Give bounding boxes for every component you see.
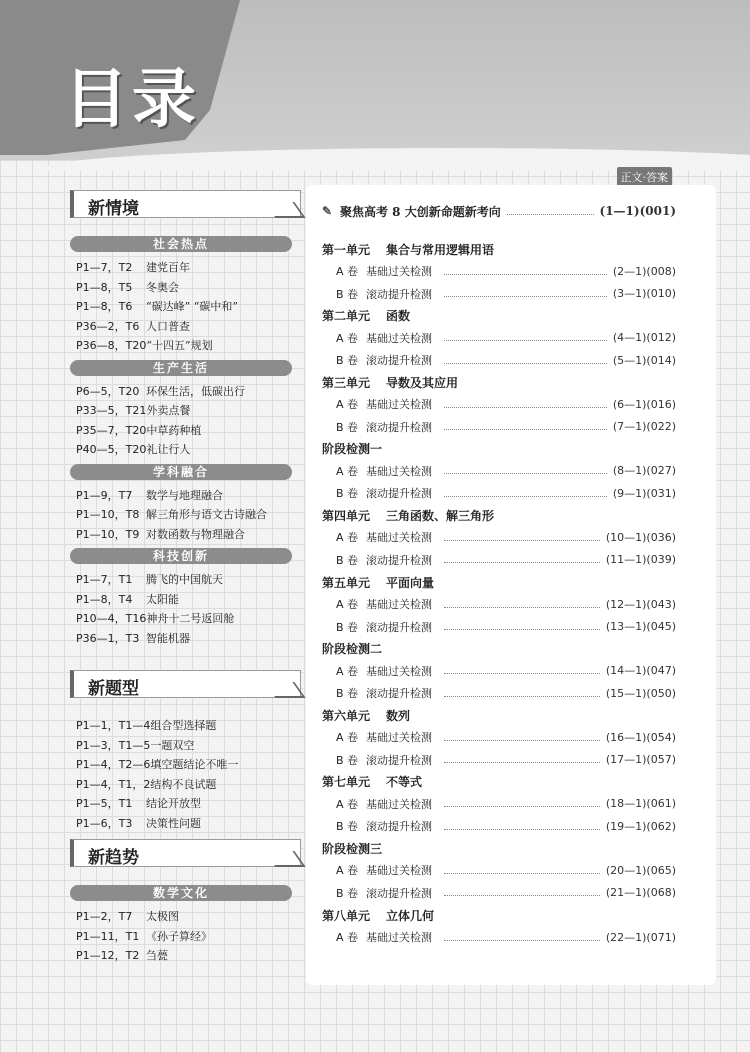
toc-entry[interactable] — [322, 883, 676, 903]
paper-label: A 卷 — [336, 464, 359, 478]
paper-label: A 卷 — [336, 531, 359, 545]
section-header — [70, 670, 300, 698]
page-code: (18—1)(061) — [605, 797, 676, 811]
item-text: 智能机器 — [146, 631, 190, 645]
item-text: 对数函数与物理融合 — [146, 527, 245, 541]
unit-heading[interactable] — [322, 838, 676, 858]
index-item — [70, 814, 300, 834]
paper-name: 基础过关检测 — [366, 664, 432, 678]
item-code: P1—8，T4 — [76, 592, 133, 606]
unit-heading[interactable] — [322, 905, 676, 925]
item-code: P1—9，T7 — [76, 488, 133, 502]
leader-dots — [444, 889, 600, 896]
index-item — [70, 590, 300, 610]
item-text: “碳达峰” “碳中和” — [146, 300, 238, 313]
index-item — [70, 946, 300, 966]
paper-label: A 卷 — [336, 331, 359, 345]
unit-number: 第一单元 — [322, 242, 371, 257]
leader-dots — [444, 823, 600, 830]
item-code: P1—7，T1 — [76, 573, 133, 586]
item-text: 解三角形与语文古诗融合 — [146, 508, 267, 521]
paper-name: 滚动提升检测 — [366, 820, 432, 834]
item-text: 结构不良试题 — [150, 777, 217, 791]
leader-dots — [444, 357, 607, 364]
leader-dots — [444, 490, 607, 497]
toc-entry[interactable] — [322, 727, 676, 747]
page-code: (12—1)(043) — [605, 597, 676, 611]
toc-entry[interactable] — [322, 927, 676, 947]
page-code: (6—1)(016) — [612, 397, 676, 411]
paper-name: 基础过关检测 — [366, 265, 432, 278]
page-code: (22—1)(071) — [605, 930, 676, 944]
index-item — [70, 401, 300, 421]
leader-dots — [444, 690, 600, 697]
unit-heading[interactable] — [322, 639, 676, 659]
item-text: 组合型选择题 — [150, 719, 217, 732]
leader-dots — [444, 423, 607, 430]
unit-title: 不等式 — [386, 775, 423, 790]
paper-name: 滚动提升检测 — [366, 886, 432, 900]
unit-title: 集合与常用逻辑用语 — [386, 242, 495, 257]
unit-number: 阶段检测二 — [322, 642, 383, 657]
item-code: P40—5，T20 — [76, 443, 147, 456]
index-item — [70, 775, 300, 795]
paper-name: 滚动提升检测 — [366, 753, 432, 767]
item-text: 数学与地理融合 — [146, 488, 223, 502]
unit-number: 第七单元 — [322, 775, 371, 790]
paper-label: B 卷 — [336, 687, 359, 701]
category-pill: 生产生活 — [70, 360, 292, 376]
page-code: (4—1)(012) — [612, 331, 676, 345]
unit-heading[interactable] — [322, 772, 676, 792]
unit-heading[interactable] — [322, 705, 676, 725]
toc-entry[interactable] — [322, 527, 676, 547]
unit-heading[interactable] — [322, 306, 676, 326]
page-code: (15—1)(050) — [605, 686, 676, 700]
index-item — [70, 794, 300, 814]
section-header — [70, 839, 300, 867]
paper-label: A 卷 — [336, 797, 359, 811]
unit-title: 立体几何 — [386, 908, 435, 923]
index-item — [70, 927, 300, 947]
item-text: 结论开放型 — [146, 797, 201, 810]
page-code: (3—1)(010) — [612, 287, 676, 300]
item-text: 外卖点餐 — [146, 404, 191, 417]
page-code: (10—1)(036) — [605, 530, 676, 544]
paper-label: B 卷 — [336, 886, 359, 900]
page-code: (19—1)(062) — [605, 819, 676, 833]
toc-entry[interactable] — [322, 750, 676, 770]
item-code: P33—5，T21 — [76, 404, 147, 417]
item-text: 人口普查 — [146, 319, 190, 333]
section-title: 新趋势 — [88, 848, 139, 868]
index-item — [70, 297, 300, 317]
unit-number: 第五单元 — [322, 575, 371, 590]
paper-name: 基础过关检测 — [366, 598, 432, 611]
unit-number: 第八单元 — [322, 908, 371, 923]
index-item — [70, 629, 300, 649]
toc-entry[interactable] — [322, 661, 676, 681]
page-code: (2—1)(008) — [612, 264, 676, 278]
page-code: (21—1)(068) — [605, 886, 676, 900]
index-item — [70, 486, 300, 506]
item-code: P1—7，T2 — [76, 261, 133, 274]
paper-label: B 卷 — [336, 487, 359, 501]
page-code: (7—1)(022) — [612, 420, 676, 434]
unit-heading[interactable] — [322, 572, 676, 592]
index-item — [70, 258, 300, 278]
page-code: (20—1)(065) — [605, 863, 676, 877]
page-code: (1—1)(001) — [599, 204, 676, 218]
index-item — [70, 736, 300, 756]
unit-heading[interactable] — [322, 239, 676, 259]
index-item — [70, 440, 300, 460]
paper-label: B 卷 — [336, 553, 359, 567]
paper-name: 滚动提升检测 — [366, 553, 432, 567]
paper-name: 基础过关检测 — [366, 531, 432, 545]
item-code: P1—1，T1—4 — [76, 719, 151, 732]
item-text: 环保生活，低碳出行 — [146, 384, 245, 398]
toc-entry[interactable] — [322, 394, 676, 414]
paper-label: B 卷 — [336, 287, 359, 301]
unit-number: 第六单元 — [322, 708, 371, 723]
item-code: P1—11，T1 — [76, 929, 140, 943]
page-code: (5—1)(014) — [612, 353, 676, 367]
page-code: (14—1)(047) — [605, 664, 676, 678]
item-code: P1—3，T1—5 — [76, 738, 151, 752]
category-pill: 学科融合 — [70, 464, 292, 480]
feature-title: 聚焦高考 8 大创新命题新考向 — [340, 204, 501, 219]
toc-entry[interactable] — [322, 483, 676, 503]
item-text: 礼让行人 — [146, 443, 191, 456]
paper-name: 基础过关检测 — [366, 731, 432, 745]
page-code: (8—1)(027) — [612, 464, 676, 478]
paper-label: A 卷 — [336, 265, 359, 278]
toc-entry[interactable] — [322, 594, 676, 614]
toc-entry[interactable] — [322, 328, 676, 348]
item-code: P10—4，T16 — [76, 612, 147, 625]
paper-label: A 卷 — [336, 598, 359, 611]
unit-title: 平面向量 — [386, 575, 435, 590]
leader-dots — [444, 734, 600, 741]
item-code: P1—6，T3 — [76, 816, 133, 830]
item-code: P1—8，T6 — [76, 300, 133, 313]
item-code: P36—2，T6 — [76, 319, 140, 333]
leader-dots — [444, 800, 600, 807]
paper-label: A 卷 — [336, 664, 359, 678]
content-answer-tag: 正文·答案 — [617, 167, 673, 187]
index-item — [70, 525, 300, 545]
paper-label: A 卷 — [336, 864, 359, 878]
section-title: 新题型 — [88, 679, 139, 699]
item-text: 建党百年 — [146, 261, 190, 274]
item-code: P1—4，T1，2 — [76, 777, 151, 791]
unit-number: 第三单元 — [322, 375, 371, 390]
leader-dots — [444, 601, 600, 608]
toc-entry[interactable] — [322, 617, 676, 637]
unit-number: 第二单元 — [322, 309, 371, 324]
unit-number: 阶段检测三 — [322, 841, 383, 856]
page-code: (16—1)(054) — [605, 730, 676, 744]
unit-heading[interactable] — [322, 439, 676, 459]
item-text: 填空题结论不唯一 — [150, 758, 239, 771]
page-code: (13—1)(045) — [605, 620, 676, 633]
item-code: P36—1，T3 — [76, 631, 140, 645]
item-text: 太极图 — [146, 910, 179, 923]
item-text: 中草药种植 — [146, 423, 202, 437]
leader-dots — [444, 867, 600, 874]
paper-name: 滚动提升检测 — [366, 620, 432, 634]
paper-name: 滚动提升检测 — [366, 420, 432, 434]
toc-entry[interactable] — [322, 816, 676, 836]
section-header — [70, 190, 300, 218]
unit-number: 阶段检测一 — [322, 442, 383, 457]
unit-title: 函数 — [386, 309, 411, 324]
leader-dots — [444, 534, 600, 541]
category-pill: 社会热点 — [70, 236, 292, 252]
item-text: 神舟十二号返回舱 — [146, 612, 235, 625]
index-item — [70, 570, 300, 590]
item-text: 一题双空 — [150, 738, 195, 752]
index-item — [70, 505, 300, 525]
index-item — [70, 382, 300, 402]
item-code: P1—4，T2—6 — [76, 758, 151, 771]
item-code: P1—10，T8 — [76, 508, 140, 521]
leader-dots — [444, 401, 607, 408]
page-code: (17—1)(057) — [605, 753, 676, 767]
index-item — [70, 278, 300, 298]
index-item — [70, 336, 300, 356]
toc-entry[interactable] — [322, 860, 676, 880]
unit-title: 导数及其应用 — [386, 375, 459, 390]
item-code: P1—8，T5 — [76, 280, 133, 294]
toc-entry[interactable] — [322, 550, 676, 570]
item-text: 冬奥会 — [146, 280, 179, 294]
item-text: 太阳能 — [146, 592, 179, 606]
index-item — [70, 609, 300, 629]
paper-label: A 卷 — [336, 731, 359, 745]
leader-dots — [444, 290, 607, 297]
index-item — [70, 755, 300, 775]
page-code: (11—1)(039) — [605, 553, 676, 567]
paper-label: B 卷 — [336, 420, 359, 434]
item-code: P36—8，T20 — [76, 339, 147, 352]
leader-dots — [444, 934, 600, 941]
toc-entry[interactable] — [322, 350, 676, 370]
item-text: 《孙子算经》 — [146, 929, 212, 943]
paper-name: 基础过关检测 — [366, 864, 432, 878]
toc-entry[interactable] — [322, 794, 676, 814]
leader-dots — [444, 467, 607, 474]
paper-name: 基础过关检测 — [366, 331, 432, 345]
toc-entry[interactable] — [322, 461, 676, 481]
leader-dots — [444, 334, 607, 341]
unit-heading[interactable] — [322, 505, 676, 525]
item-code: P1—12，T2 — [76, 949, 140, 962]
unit-number: 第四单元 — [322, 508, 371, 523]
leader-dots — [444, 268, 607, 275]
paper-name: 滚动提升检测 — [366, 487, 432, 501]
item-code: P1—10，T9 — [76, 527, 140, 541]
item-text: 腾飞的中国航天 — [146, 573, 223, 586]
leader-dots — [444, 756, 600, 763]
paper-label: B 卷 — [336, 753, 359, 767]
paper-name: 基础过关检测 — [366, 797, 432, 811]
paper-name: 滚动提升检测 — [366, 287, 432, 301]
left-index-column — [70, 190, 300, 966]
item-text: “十四五”规划 — [146, 339, 213, 352]
toc-entry[interactable] — [322, 261, 676, 281]
paper-name: 基础过关检测 — [366, 464, 432, 478]
paper-label: A 卷 — [336, 931, 359, 944]
leader-dots — [444, 623, 600, 630]
feature-row[interactable] — [322, 201, 676, 221]
index-item — [70, 421, 300, 441]
paper-label: B 卷 — [336, 620, 359, 634]
paper-label: B 卷 — [336, 820, 359, 834]
paper-label: A 卷 — [336, 398, 359, 412]
category-pill: 数学文化 — [70, 885, 292, 901]
leader-dots — [444, 556, 600, 563]
toc-entry[interactable] — [322, 683, 676, 703]
item-text: 刍甍 — [146, 949, 168, 962]
toc-entry[interactable] — [322, 284, 676, 304]
paper-name: 滚动提升检测 — [366, 354, 432, 368]
paper-name: 滚动提升检测 — [366, 687, 432, 701]
paper-label: B 卷 — [336, 354, 359, 368]
paper-name: 基础过关检测 — [366, 931, 432, 944]
item-code: P1—2，T7 — [76, 910, 133, 923]
item-code: P35—7，T20 — [76, 423, 147, 437]
unit-title: 三角函数、解三角形 — [386, 508, 495, 523]
section-title: 新情境 — [88, 199, 139, 219]
toc-panel — [306, 185, 716, 985]
unit-title: 数列 — [386, 708, 411, 723]
page-title: 目录 — [64, 63, 200, 137]
unit-heading[interactable] — [322, 372, 676, 392]
page-code: (9—1)(031) — [612, 486, 676, 500]
paper-name: 基础过关检测 — [366, 398, 432, 412]
item-code: P1—5，T1 — [76, 797, 133, 810]
item-text: 决策性问题 — [146, 816, 201, 830]
index-item — [70, 907, 300, 927]
pen-icon: ✎ — [322, 204, 333, 218]
category-pill: 科技创新 — [70, 548, 292, 564]
index-item — [70, 317, 300, 337]
toc-entry[interactable] — [322, 417, 676, 437]
index-item — [70, 716, 300, 736]
item-code: P6—5，T20 — [76, 384, 140, 398]
leader-dots — [444, 667, 600, 674]
leader-dots — [507, 208, 594, 215]
